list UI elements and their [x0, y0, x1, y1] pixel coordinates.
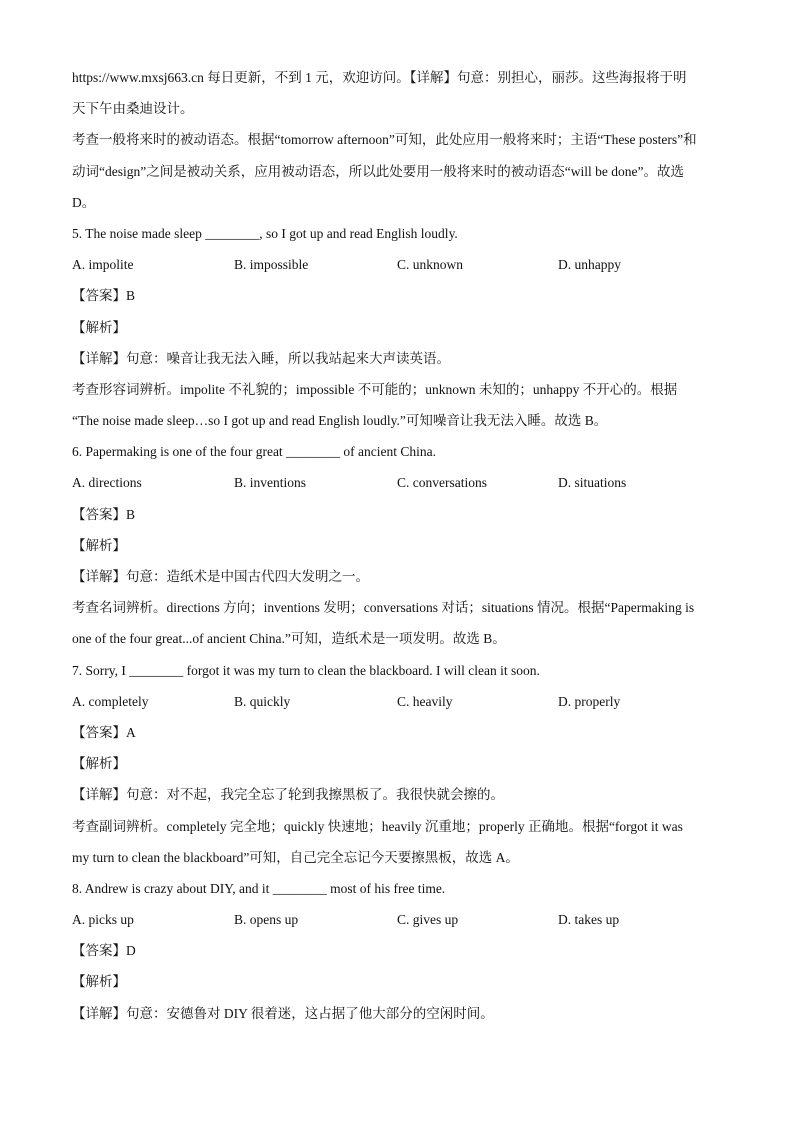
explanation-line: 【详解】句意：对不起，我完全忘了轮到我擦黑板了。我很快就会擦的。 [72, 787, 504, 803]
option-a: A. directions [72, 475, 142, 491]
analysis-label: 【解析】 [72, 319, 126, 335]
explanation-line: 考查名词辨析。directions 方向；inventions 发明；conversations 对话；situations 情况。根据“Papermaking is [72, 600, 695, 616]
explanation-line: 【详解】句意：造纸术是中国古代四大发明之一。 [72, 569, 369, 584]
option-b: B. impossible [234, 257, 309, 273]
option-b: B. inventions [234, 475, 307, 491]
option-c: C. conversations [397, 475, 487, 491]
explanation-line: 【详解】句意：安德鲁对 DIY 很着迷，这占据了他大部分的空闲时间。 [72, 1005, 494, 1021]
text-line: 动词“design”之间是被动关系，应用被动语态，所以此处要用一般将来时的被动语态“will be done”。故选 [72, 163, 684, 179]
option-b: B. opens up [234, 912, 299, 928]
analysis-label: 【解析】 [72, 756, 126, 772]
question-5: 5. The noise made sleep ________, so I got up and read English loudly. [72, 225, 458, 241]
text-line: https://www.mxsj663.cn 每日更新，不到 1 元，欢迎访问。【详解】句意：别担心，丽莎。这些海报将于明 [72, 70, 687, 85]
option-c: C. heavily [397, 693, 453, 709]
option-a: A. picks up [72, 912, 134, 928]
explanation-line: 考查副词辨析。completely 完全地；quickly 快速地；heavily 沉重地；properly 正确地。根据“forgot it was [72, 818, 683, 834]
option-d: D. unhappy [558, 257, 621, 273]
option-d: D. situations [558, 475, 627, 491]
explanation-line: 【详解】句意：噪音让我无法入睡，所以我站起来大声读英语。 [72, 350, 450, 366]
answer-label: 【答案】A [72, 724, 136, 740]
question-8-options [72, 904, 724, 935]
option-a: A. completely [72, 693, 149, 709]
option-a: A. impolite [72, 257, 134, 273]
explanation-line: 考查形容词辨析。impolite 不礼貌的；impossible 不可能的；unknown 未知的；unhappy 不开心的。根据 [72, 381, 678, 397]
question-7: 7. Sorry, I ________ forgot it was my turn to clean the blackboard. I will clean it soon. [72, 662, 540, 678]
option-c: C. unknown [397, 257, 464, 273]
text-line: D。 [72, 194, 96, 210]
option-b: B. quickly [234, 693, 291, 709]
question-8: 8. Andrew is crazy about DIY, and it ________ most of his free time. [72, 880, 446, 896]
text-line: 天下午由桑迪设计。 [72, 101, 194, 117]
question-6-options [72, 467, 724, 498]
question-6: 6. Papermaking is one of the four great ________ of ancient China. [72, 444, 437, 460]
explanation-line: one of the four great...of ancient China.”可知，造纸术是一项发明。故选 B。 [72, 631, 506, 647]
text-line: 考查一般将来时的被动语态。根据“tomorrow afternoon”可知，此处应用一般将来时；主语“These posters”和 [72, 132, 697, 148]
option-c: C. gives up [397, 912, 459, 928]
option-d: D. takes up [558, 912, 620, 928]
explanation-line: “The noise made sleep…so I got up and read English loudly.”可知噪音让我无法入睡。故选 B。 [72, 413, 608, 429]
question-7-options [72, 686, 724, 717]
explanation-line: my turn to clean the blackboard”可知，自己完全忘记今天要擦黑板，故选 A。 [72, 849, 519, 865]
answer-label: 【答案】B [72, 288, 136, 304]
option-d: D. properly [558, 693, 621, 709]
answer-label: 【答案】D [72, 943, 136, 959]
analysis-label: 【解析】 [72, 974, 126, 990]
document-page [72, 62, 724, 1029]
analysis-label: 【解析】 [72, 537, 126, 553]
question-5-options [72, 249, 724, 280]
answer-label: 【答案】B [72, 506, 136, 522]
